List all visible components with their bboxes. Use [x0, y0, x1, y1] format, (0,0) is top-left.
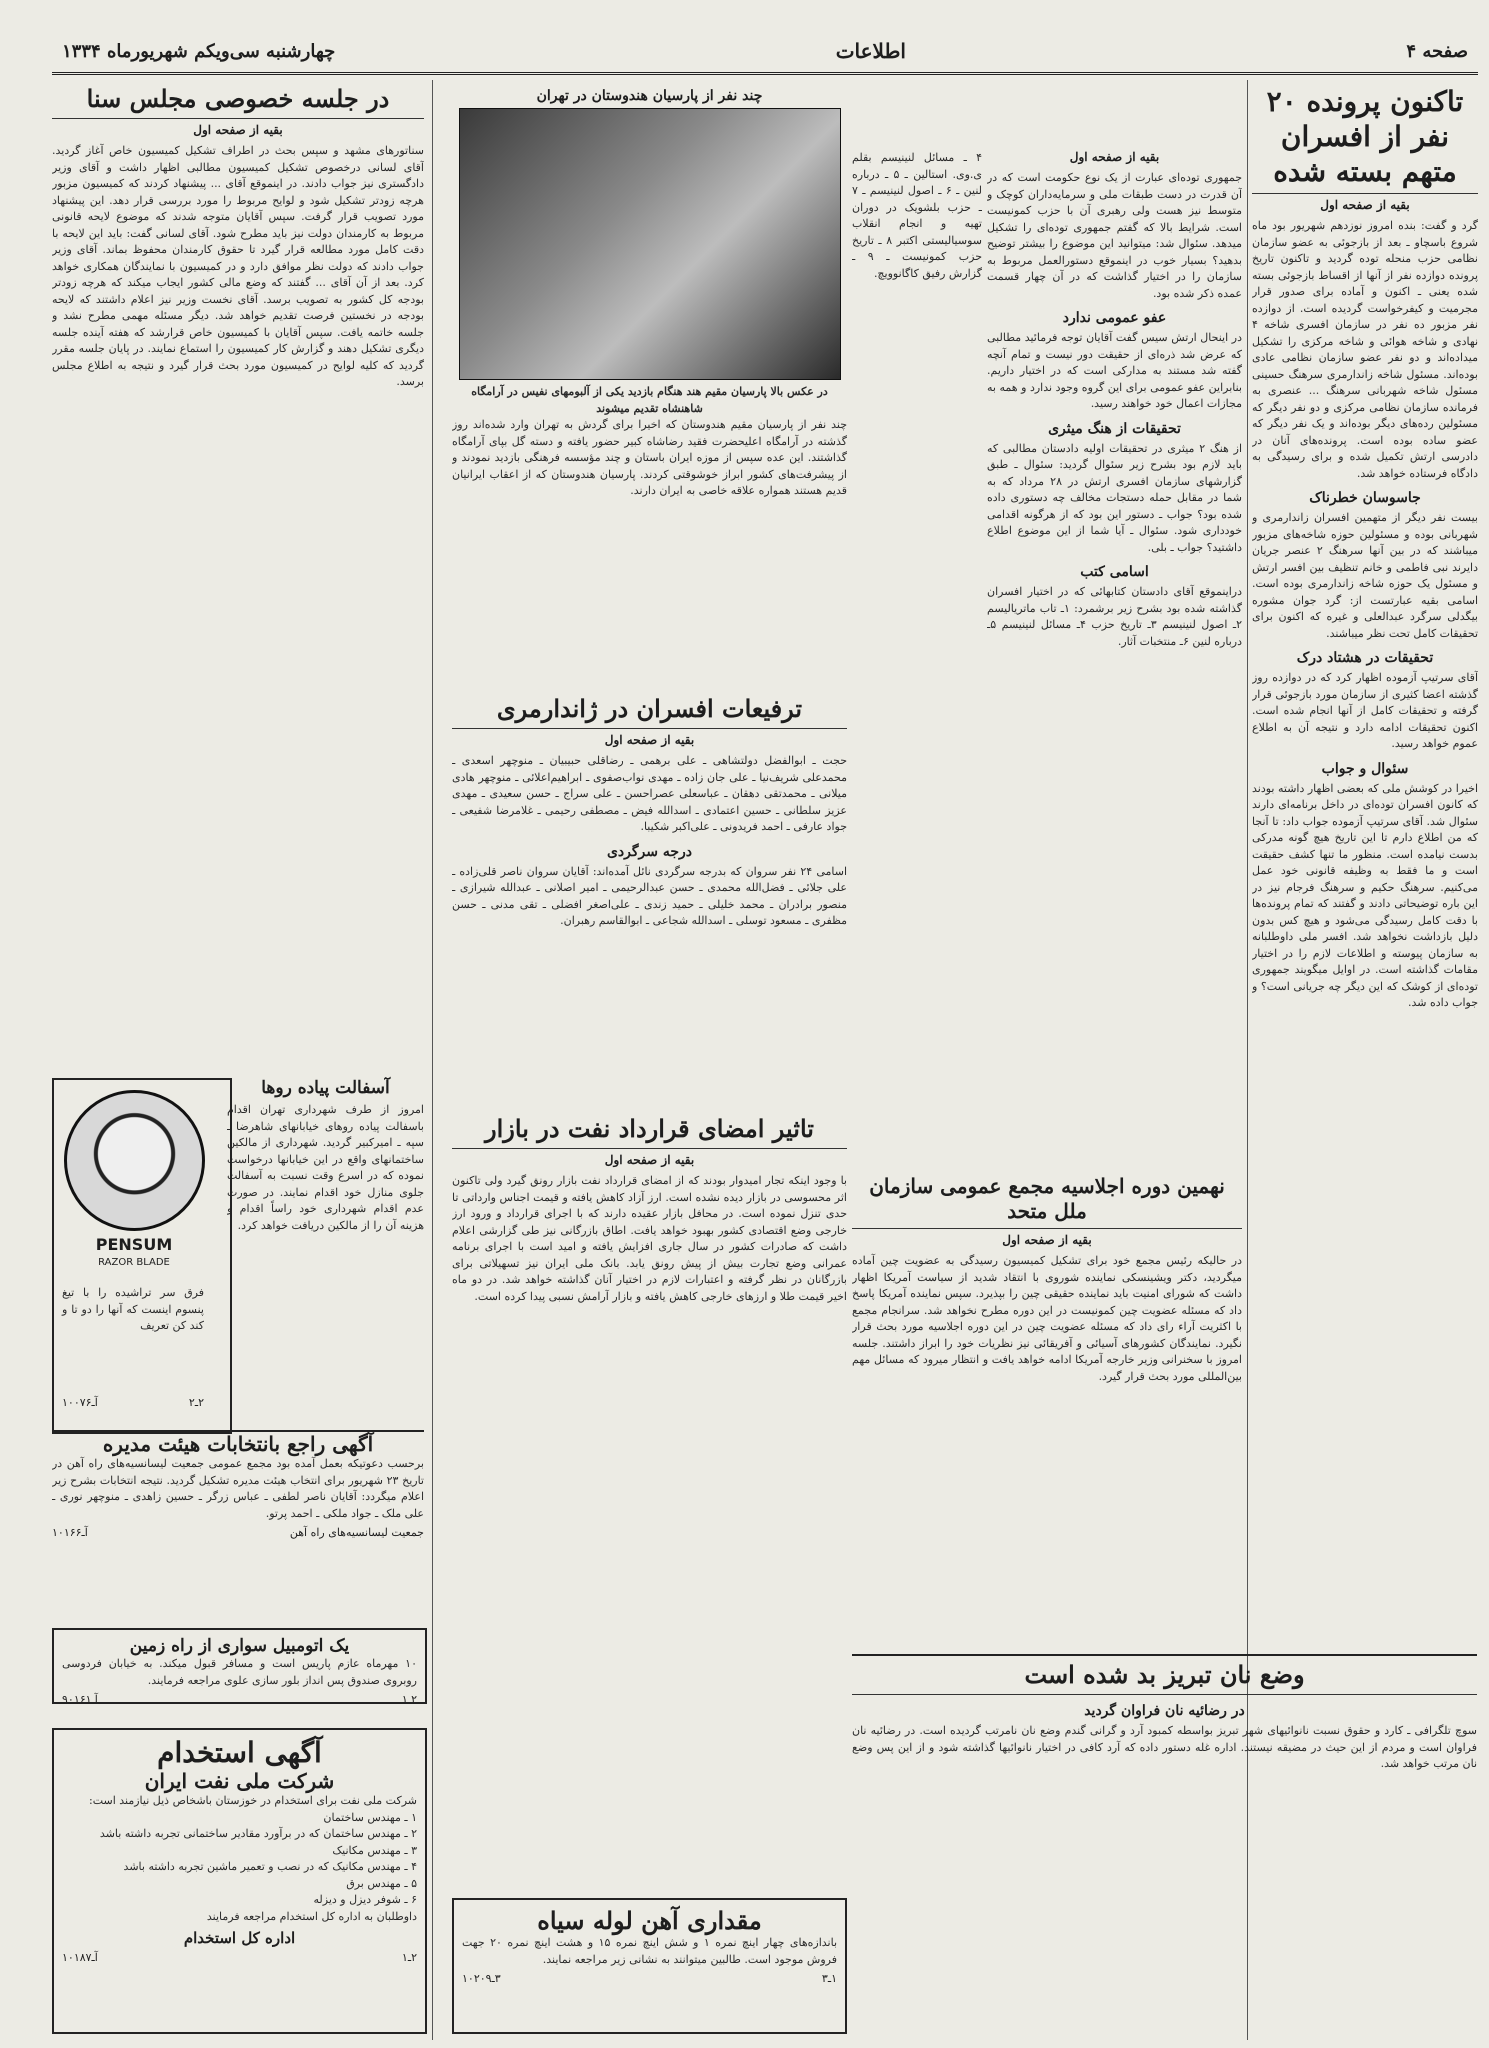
tabriz-headline: وضع نان تبریز بد شده است [852, 1654, 1477, 1695]
iron-headline: مقداری آهن لوله سیاه [537, 1906, 762, 1935]
book-list: ۴ ـ مسائل لنینیسم بقلم ی.وی. استالین ـ ۵ ـ درباره لنین ـ ۶ ـ اصول لنینیسم ـ ۷ ـ حزب بلشویک در دوران تهیه و انجام انقلاب سوسیالیستی اکتبر ۸ ـ تاریخ حزب کمونیست ـ ۹ ـ گزارش رفیق کاگانوویچ. [852, 151, 982, 280]
brand-tagline: RAZOR BLADE [98, 1257, 170, 1268]
article-body: با وجود اینکه تجار امیدوار بودند که از امضای قرارداد نفت بازار رونق گیرد ولی تاکنون اثر محسوسی در بازار دیده نشده است. ارز آزاد کاهش یافته و قیمت اجناس وارداتی تا حدی تنزل نموده است. در محافل بازار عقیده دارند که با اجرای قرارداد و ورود ارز خارجی وضع اقتصادی کشور بهبود خواهد یافت. اطاق بازرگانی نیز طی گزارشی اعلام داشت که صادرات کشور در سال جاری افزایش یافته و امید است با اجرای برنامه عمرانی وضع تجارت بیش از پیش رونق یابد. بانک ملی ایران نیز تسهیلاتی برای بازرگانان در نظر گرفته و اعتبارات لازم در اختیار آنان گذاشته خواهد شد. در دو ماه اخیر قیمت طلا و ارزهای خارجی کاهش یافته و بازار آرامش نسبی پیدا کرده است. [452, 1174, 847, 1303]
section-subhead: جاسوسان خطرناک [1309, 490, 1421, 506]
continued-note: بقیه از صفحه اول [604, 1153, 695, 1167]
tabriz-subhead: در رضائیه نان فراوان گردید [1084, 1703, 1245, 1719]
article-body: در حالیکه رئیس مجمع خود برای تشکیل کمیسیون رسیدگی به عضویت چین آماده میگردید، دکتر ویشینسکی نماینده شوروی با انتقاد شدید از سیاست آمریکا اظهار داشت که شورای امنیت باید نماینده حقیقی چین را بپذیرد. سپس نماینده آمریکا پاسخ داد که مسئله عضویت چین کمونیست در این دوره مطرح نخواهد شد. سرانجام مجمع با اکثریت آراء رای داد که مسئله عضویت چین در این دوره اجلاسیه مورد بحث قرار نگیرد. نمایندگان کشورهای آسیائی و آفریقائی نیز نظریات خود را ابراز داشتند. جلسه امروز با سخنرانی وزیر خارجه آمریکا ادامه خواهد یافت و انتظار میرود که مسائل مهم بین‌المللی مورد بحث قرار گیرد. [852, 1254, 1242, 1383]
ad-reference [52, 1526, 424, 1539]
job-list [62, 1810, 417, 1926]
issue-date: چهارشنبه سی‌ویکم شهریورماه ۱۳۳۴ [62, 40, 336, 62]
railway-election-ad [52, 1430, 424, 1612]
masthead [52, 30, 1478, 75]
job-item: ۲ ـ مهندس ساختمان که در برآورد مقادیر ساختمانی تجربه داشته باشد [99, 1827, 417, 1840]
ad-ref-left: آـ۹۰۱۶۱ [62, 1693, 98, 1704]
section-subhead: عفو عمومی ندارد [1062, 310, 1167, 326]
article-body: دراینموقع آقای دادستان کتابهائی که در اختیار افسران گذاشته شده بود بشرح زیر برشمرد: ۱ـ تاب ماتریالیسم ۲ـ اصول لنینیسم ۳ـ تاریخ حزب ۴ـ مسائل لنینیسم ۵ـ درباره لنین ۶ـ منتخبات آثار. [987, 585, 1242, 648]
article-body: اخیرا در کوشش ملی که بعضی اظهار داشته بودند که کانون افسران توده‌ای در داخل برنامه‌ای دارند سئوال شد. آقای سرتیپ آزموده جواب داد: تا آنجا که من اطلاع دارم تا این تاریخ هیچ گونه مدرکی بدست نیامده است. منظور ما تنها کشف حقیقت است و ما فقط به وظیفه قانونی خود عمل می‌کنیم. سرهنگ حکیم و سرهنگ فرجام نیز در این باره توضیحاتی دادند و گفتند که تمام پرونده‌ها با دقت کامل رسیدگی می‌شود و هیچ کس بدون دلیل بازداشت نخواهد شد. افسر ملی داوطلبانه به سازمان پیوسته و اطلاعات لازم را در اختیار مقامات گذاشته است. در اوایل میگویند جمهوری توده‌ای از کوشک که این دیگر چه جریانی است؟ و جواب داده شد. [1252, 781, 1478, 1009]
article-body: اسامی ۲۴ نفر سروان که بدرجه سرگردی نائل آمده‌اند: آقایان سروان ناصر قلی‌زاده ـ علی جلائی ـ فضل‌الله محمدی ـ حسن عبدالرحیمی ـ امیر اصلانی ـ عبدالله شیرازی ـ منصور برادران ـ محمد خلیلی ـ حمید زندی ـ علی‌اصغر افضلی ـ تقی مدنی ـ حسن مظفری ـ مسعود توسلی ـ اسدالله شجاعی ـ ابوالقاسم رهبران. [452, 864, 847, 927]
car-ad [52, 1628, 427, 1704]
ad-ref-right: ۲ـ۱ [401, 1693, 417, 1704]
ad-ref-left: آـ۱۰۱۶۶ [52, 1526, 88, 1539]
ad-body: برحسب دعوتیکه بعمل آمده بود مجمع عمومی جمعیت لیسانسیه‌های راه آهن در تاریخ ۲۳ شهریور برای انتخاب هیئت مدیره تشکیل گردید. نتیجه انتخابات بشرح زیر اعلام میگردد: آقایان ناصر لطفی ـ عباس زرگر ـ حسین زاهدی ـ منوچهر نوری ـ علی ملک ـ جواد ملکی ـ احمد پرتو. [52, 1457, 424, 1520]
senate-article [52, 80, 424, 1080]
job-item: ۱ ـ مهندس ساختمان [323, 1810, 417, 1824]
lead-headline: تاکنون پرونده ۲۰ نفر از افسران متهم بسته شده [1252, 84, 1478, 194]
iron-pipe-ad [452, 1898, 847, 2034]
article-body: در اینحال ارتش سیس گفت آقایان توجه فرمائید مطالبی که عرض شد ذره‌ای از حقیقت دور نیست و تمام آنچه گفته شد مستند به مدارکی است که در اختیار داریم. بنابراین عفو عمومی برای این گروه وجود ندارد و همه به مجازات اعمال خود خواهند رسید. [987, 331, 1242, 410]
lead-continuation-column [987, 80, 1242, 1170]
continued-note: بقیه از صفحه اول [1002, 1233, 1092, 1247]
razor-logo-icon [64, 1090, 205, 1231]
job-item: ۵ ـ مهندس برق [346, 1876, 417, 1890]
ad-signature: جمعیت لیسانسیه‌های راه آهن [289, 1526, 424, 1539]
news-photo [459, 108, 841, 380]
page-number: صفحه ۴ [1406, 40, 1468, 62]
ad-title: آگهی استخدام [157, 1736, 322, 1769]
ad-reference [62, 1951, 417, 1964]
ad-ref-right: ۲ـ۱ [401, 1951, 417, 1964]
ad-reference [62, 1693, 417, 1704]
ad-reference [62, 1396, 204, 1409]
brand-name: PENSUM [95, 1235, 173, 1254]
continued-note: بقیه از صفحه اول [1320, 198, 1410, 212]
photo-article [452, 80, 847, 550]
article-body: سوچ تلگرافی ـ کارد و حقوق نسبت نانوائیهای شهر تبریز بواسطه کمبود آرد و گرانی گندم وضع نان نامرتب گردیده است. در رضائیه نان فراوان است و مردم از این حیث در مضیقه نیستند. اداره غله دستور داده که آرد کافی در اختیار نانوائیها گذاشته شود و از این پس وضع نان مرتب خواهد شد. [852, 1724, 1477, 1770]
article-body: گرد و گفت: بنده امروز نوزدهم شهریور بود ماه شروع باسچاو ـ بعد از بازجوئی به عضو سازمان نظامی حزب منحله توده گردید و تاکنون تاریخ پرونده دوازده نفر از آنها از اقساط بازجوئی بسته شده یعنی ـ اکنون و آماده برای صدور قرار مجرمیت و کیفرخواست گردیده است. از دوازده نفر مزبور ده نفر در سازمان افسری شاخه ۴ نهادی و شاخه هوائی و شاخه مرکزی را تشکیل میداده‌اند و دو نفر عضو سازمان نظامی عادی بوده‌اند. مسئول شاخه زاندارمری سرهنگ حسینی مسئول شاخه شهربانی سرهنگ ... عنصری به فرمانده سازمان نظامی مرکزی و دو نفر دیگر که مسئولین رده‌های دیگر بوده‌اند و یک نفر دیگر که عضو ساده بوده است. پرونده‌های آنان در دادرسی ارتش تکمیل شده و برای رسیدگی به دادگاه فرستاده خواهد شد. [1252, 219, 1478, 480]
pensum-ad [52, 1078, 232, 1434]
job-item: ۶ ـ شوفر دیزل و دیزله [313, 1893, 417, 1906]
ad-signature: اداره کل استخدام [183, 1929, 296, 1947]
ad-title: آگهی راجع بانتخابات هیئت مدیره [102, 1432, 374, 1456]
article-body: جمهوری توده‌ای عبارت از یک نوع حکومت است که در آن قدرت در دست طبقات ملی و سرمایه‌داران کوچک و متوسط نیز هست ولی رهبری آن با حزب کمونیست است. شرایط بالا که گفتم جمهوری توده‌ای را تشکیل میدهد. سئوال شد: میتوانید این موضوع را بیشتر توضیح بدهید؟ بسیار خوب در اینموقع دستورالعمل مربوط به سازمان را در اختیار گذاشت که در آن چهار قسمت عمده ذکر شده بود. [987, 171, 1242, 300]
ad-intro: شرکت ملی نفت برای استخدام در خوزستان باشخاص ذیل نیازمند است: [88, 1794, 417, 1807]
job-item: داوطلبان به اداره کل استخدام مراجعه فرمایند [206, 1909, 417, 1923]
article-body: حجت ـ ابوالفضل دولتشاهی ـ علی برهمی ـ رضاقلی حبیبیان ـ منوچهر اسعدی ـ محمدعلی شریف‌نیا ـ علی جان زاده ـ مهدی نواب‌صفوی ـ ابراهیم‌اعلائی ـ منوچهر هادی میلانی ـ محمدتقی دهقان ـ عباسعلی عصراحسن ـ علی سراج ـ حسن سعیدی ـ مهدی عزیز سلطانی ـ حسین اعتمادی ـ اسدالله فیض ـ مصطفی رحیمی ـ غلامرضا شفیعی ـ جواد عارفی ـ احمد فریدونی ـ علی‌اکبر شکیبا. [452, 754, 847, 833]
ad-ref-right: ۱ـ۳ [821, 1972, 837, 1985]
article-body: سناتورهای مشهد و سپس بحث در اطراف تشکیل کمیسیون خاص آغاز گردید. آقای لسانی درخصوص تشکیل کمیسیون مطالبی اظهار داشت و آقای وزیر دادگستری نیز جواب دادند. در اینموقع آقای ... پیشنهاد کردند که کمیسیون مزبور هرچه زودتر تشکیل شود و لوایح مربوط را مورد بررسی قرار دهد. این پیشنهاد مورد تصویب قرار گرفت. سپس آقایان متوجه شدند که موضوع لایحه قانونی مربوط به کارمندان دولت نیز باید مطرح شود. آقای لسانی گفت: باید این لایحه با دقت کامل مورد مطالعه قرار گیرد تا حقوق کارمندان محفوظ بماند. آقای وزیر جواب دادند که دولت نظر موافق دارد و در کمیسیون با نمایندگان همکاری خواهد کرد. بعد از آن آقای ... گفتند که وضع مالی کشور ایجاب میکند که هرچه زودتر بودجه کل کشور به تصویب برسد. آقای نخست وزیر نیز اعلام داشتند که لایحه بودجه در نخستین فرصت تقدیم خواهد شد. دیگر مسئله مهمی مطرح نشد و جلسه خاتمه یافت. سپس آقایان با کمیسیون خاص قرارشد که هفته آینده جلسه دیگری تشکیل دهند و گزارش کار کمیسیون را استماع نمایند. در پایان جلسه مقرر گردید که کلیه لوایح در کمیسیون مورد بحث قرار گیرد و نتیجه به اطلاع مجلس برسد. [52, 144, 424, 388]
ad-ref-left: آـ۱۰۱۸۷ [62, 1951, 98, 1964]
ad-body: باندازه‌های چهار اینچ نمره ۱ و شش اینچ نمره ۱۵ و هشت اینچ نمره ۲۰ جهت فروش موجود است. طالبین میتوانند به نشانی زیر مراجعه نمایند. [462, 1936, 838, 1966]
article-body: از هنگ ۲ میثری در تحقیقات اولیه دادستان مطالبی که باید لازم بود بشرح زیر سئوال گردید: سئوال ـ طبق گزارشهای سازمان افسری ارتش در ۲۸ مرداد که به شما در مقابل حمله دستجات مخالف چه دستوری داده شده بود؟ جواب ـ دستور این بود که از هرگونه اقدامی خودداری شود. سئوال ـ آیا شما از این موضوع اطلاع داشتید؟ جواب ـ بلی. [987, 441, 1242, 554]
asphalt-headline: آسفالت پیاده روها [261, 1078, 390, 1098]
photo-title: چند نفر از پارسیان هندوستان در تهران [536, 88, 763, 104]
article-body: بیست نفر دیگر از متهمین افسران زاندارمری و شهربانی بوده و مسئولین حوزه شاخه‌های مزبور میباشند که در بین آنها سرهنگ ۲ عنصر جریان دایرند نبی فاطمی و خانم تنظیف بین افسر ارتش و مسئول یک حوزه شاخه زاندارمری بوده است. اسامی بقیه عبارتست از: گرد جوان مشوره بیگدلی سرگرد عبدالعلی و غیره که اکنون برای تحقیقات کامل تحت نظر میباشند. [1252, 511, 1478, 640]
ad-ref-left: آـ۱۰۰۷۶ [62, 1396, 98, 1409]
ad-reference [462, 1972, 837, 1985]
job-item: ۳ ـ مهندس مکانیک [332, 1843, 417, 1857]
photo-caption: در عکس بالا پارسیان مقیم هند هنگام بازدید یکی از آلبومهای نفیس در آرامگاه شاهنشاه تقدیم میشوند [471, 385, 828, 415]
ad-ref-right: ۲ـ۲ [188, 1396, 204, 1409]
ad-title: یک اتومبیل سواری از راه زمین [129, 1636, 350, 1656]
promotions-article [452, 690, 847, 1060]
oil-contract-article [452, 1110, 847, 1810]
paper-name: اطلاعات [835, 39, 906, 63]
job-item: ۴ ـ مهندس مکانیک که در نصب و تعمیر ماشین تجربه داشته باشد [123, 1860, 417, 1873]
continued-note: بقیه از صفحه اول [1069, 150, 1160, 164]
un-assembly-article [852, 1170, 1242, 1640]
newspaper-page [52, 30, 1478, 2042]
continued-note: بقیه از صفحه اول [193, 123, 283, 137]
article-body: امروز از طرف شهرداری تهران اقدام باسفالت پیاده روهای خیابانهای شاهرضا ـ سپه ـ امیرکبیر گردید. شهرداری از مالکین ساختمانهای واقع در این خیابانها درخواست نموده که در اسرع وقت نسبت به آسفالت جلوی منازل خود اقدام نمایند. در صورت عدم اقدام شهرداری خود راساً اقدام و هزینه آن را از مالکین دریافت خواهد کرد. [227, 1103, 424, 1232]
article-body: آقای سرتیپ آزموده اظهار کرد که در دوازده روز گذشته اعضا کثیری از سازمان مورد بازجوئی قرار گرفته و تحقیقات کامل از آنها انجام شده است. اکنون تحقیقات ادامه دارد و نتیجه آن به اطلاع عموم خواهد رسید. [1252, 671, 1478, 750]
oil-headline: تاثیر امضای قرارداد نفت در بازار [452, 1114, 847, 1149]
ad-ref-left: ۳ـ۱۰۲۰۹ [462, 1972, 501, 1985]
continued-note: بقیه از صفحه اول [604, 733, 695, 747]
un-headline: نهمین دوره اجلاسیه مجمع عمومی سازمان ملل متحد [852, 1174, 1242, 1229]
section-subhead: تحقیقات در هشتاد درک [1296, 650, 1434, 666]
asphalt-article [227, 1070, 424, 1410]
senate-headline: در جلسه خصوصی مجلس سنا [52, 84, 424, 119]
job-ad [52, 1728, 427, 2034]
ad-body: ۱۰ مهرماه عازم پاریس است و مسافر قبول میکند. به خیابان فردوسی روبروی صندوق پس انداز بلور سازی علوی مراجعه فرمایند. [62, 1657, 417, 1687]
section-subhead: سئوال و جواب [1321, 760, 1409, 777]
tabriz-bread-article [852, 1650, 1477, 1910]
article-body: چند نفر از پارسیان مقیم هندوستان که اخیرا برای گردش به تهران وارد شده‌اند روز گذشته در آرامگاه اعلیحضرت فقید رضاشاه کبیر حضور یافته و دسته گل بپای آرامگاه گذاشتند. این عده سپس از موزه ایران باستان و چند مؤسسه فرهنگی بازدید نمودند و از پیشرفت‌های کشور ابراز خوشوقتی کردند. پارسیان هندوستان که از اعقاب ایرانیان قدیم هستند همواره علاقه خاصی به ایران دارند. [452, 418, 847, 497]
ad-body: فرق سر تراشیده را با تیغ پنسوم اینست که آنها را دو تا و کند کن تعریف [62, 1286, 204, 1332]
company-name: شرکت ملی نفت ایران [144, 1769, 335, 1793]
column-rule [432, 80, 433, 2040]
section-subhead: تحقیقات از هنگ میثری [1048, 420, 1181, 437]
book-list-column [852, 150, 982, 530]
section-subhead: اسامی کتب [1080, 564, 1149, 580]
section-subhead: درجه سرگردی [606, 843, 693, 860]
promotions-headline: ترفیعات افسران در ژاندارمری [452, 694, 847, 729]
